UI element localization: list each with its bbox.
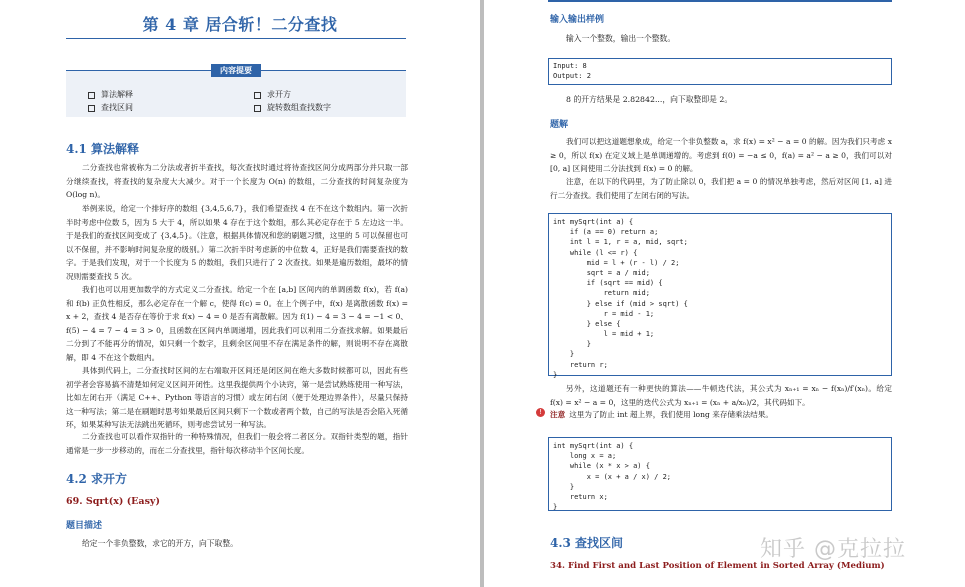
checkbox-square-icon bbox=[254, 92, 261, 99]
toc-item-label: 旋转数组查找数字 bbox=[267, 103, 331, 112]
toc-item[interactable] bbox=[254, 89, 291, 100]
io-example-box bbox=[548, 58, 892, 85]
paragraph: 具体到代码上，二分查找时区间的左右端取开区间还是闭区间在绝大多数时候都可以，因此有些初学者会容易搞不清楚如何定义区间开闭性。这里我提供两个小诀窍，第一是尝试熟练使用一种写法，比如左闭右开（满足 C++、Python 等语言的习惯）或左闭右闭（便于处理边界条件），尽量只保持这一种写法；第二是在刷题时思考如果最后区间只剩下一个数或者两个数，自己的写法是否会陷入死循环，如果某种写法无法跳出死循环，则考虑尝试另一种写法。 bbox=[66, 366, 408, 429]
code-line: mid = l + (r - l) / 2; bbox=[553, 258, 680, 267]
toc-item[interactable] bbox=[88, 89, 133, 100]
note-label: 注意 bbox=[550, 410, 566, 419]
toc-item-label: 算法解释 bbox=[101, 90, 133, 99]
code-line: sqrt = a / mid; bbox=[553, 268, 650, 277]
subsection-heading: 输入输出样例 bbox=[550, 15, 605, 25]
toc-item-label: 求开方 bbox=[267, 90, 291, 99]
chapter-title: 第 4 章 居合斩！二分查找 bbox=[142, 15, 338, 34]
problem-title[interactable]: 69. Sqrt(x) (Easy) bbox=[66, 496, 160, 507]
paragraph: 二分查找也可以看作双指针的一种特殊情况，但我们一般会将二者区分。双指针类型的题，指针通常是一步一步移动的，而在二分查找里，指针每次移动半个区间长度。 bbox=[66, 432, 408, 455]
section-heading-4-2: 4.2 求开方 bbox=[66, 472, 128, 486]
code-line: } else if (mid > sqrt) { bbox=[553, 299, 688, 308]
code-line: while (x * x > a) { bbox=[553, 462, 650, 471]
left-page bbox=[0, 0, 480, 587]
paragraph: 注意，在以下的代码里，为了防止除以 0，我们把 a = 0 的情况单独考虑，然后对区间 [1, a] 进行二分查找。我们使用了左闭右闭的写法。 bbox=[550, 177, 892, 200]
page-top-rule bbox=[548, 0, 892, 2]
code-line: } bbox=[553, 482, 575, 491]
code-line: } bbox=[553, 503, 558, 512]
code-line: Input: 8 bbox=[553, 62, 587, 70]
code-line: return x; bbox=[553, 492, 608, 501]
code-block[interactable] bbox=[548, 437, 892, 511]
code-line: return mid; bbox=[553, 289, 650, 298]
paragraph: 二分查找也常被称为二分法或者折半查找，每次查找时通过将待查找区间分成两部分并只取一部分继续查找，将查找的复杂度大大减少。对于一个长度为 O(n) 的数组，二分查找的时间复杂度为 O(log n)。 bbox=[66, 163, 408, 199]
code-line: int l = 1, r = a, mid, sqrt; bbox=[553, 238, 688, 247]
code-line: int mySqrt(int a) { bbox=[553, 218, 634, 226]
toc-item[interactable] bbox=[254, 102, 331, 113]
code-line: if (sqrt == mid) { bbox=[553, 279, 663, 288]
code-line: } else { bbox=[553, 319, 621, 328]
chapter-title-rule bbox=[66, 38, 406, 39]
code-block[interactable] bbox=[548, 213, 892, 379]
code-line: long x = a; bbox=[553, 452, 617, 461]
toc-item[interactable] bbox=[88, 102, 133, 113]
code-line: x = (x + a / x) / 2; bbox=[553, 472, 672, 481]
paragraph: 另外，这道题还有一种更快的算法——牛顿迭代法，其公式为 xₙ₊₁ = xₙ − f(xₙ)/f′(xₙ)。给定 f(x) = x² − a = 0，这里的迭代公式为 xₙ₊₁ = (xₙ + a/xₙ)/2，其代码如下。 bbox=[550, 384, 892, 407]
code-line: } bbox=[553, 350, 575, 359]
paragraph: 我们也可以用更加数学的方式定义二分查找。给定一个在 [a,b] 区间内的单调函数 f(x)，若 f(a) 和 f(b) 正负性相反，那么必定存在一个解 c，使得 f(c) = 0。在上个例子中，f(x) 是离散函数 f(x) = x + 2，查找 4 是否存在等价于求 f(x) − 4 = 0 是否有离散解。因为 f(1) − 4 = 3 − 4 = −1 < 0、f(5) − 4 = 7 − 4 = 3 > 0，且函数在区间内单调递增，因此我们可以利用二分查找求解。如果最后二分到了不能再分的情况，如只剩一个数字，且剩余区间里不存在满足条件的解，则说明不存在离散解，即 4 不在这个数组内。 bbox=[66, 285, 408, 362]
code-line: Output: 2 bbox=[553, 72, 591, 81]
io-note: 8 的开方结果是 2.82842...，向下取整即是 2。 bbox=[566, 95, 733, 104]
section-heading-4-3: 4.3 查找区间 bbox=[550, 536, 624, 550]
warning-icon: ! bbox=[536, 408, 545, 417]
code-line: if (a == 0) return a; bbox=[553, 228, 659, 237]
code-line: int mySqrt(int a) { bbox=[553, 442, 634, 450]
toc-badge: 内容提要 bbox=[211, 64, 261, 77]
code-line: return r; bbox=[553, 360, 608, 369]
note-text: 这里为了防止 int 超上界，我们使用 long 来存储乘法结果。 bbox=[569, 410, 774, 419]
code-line: while (l <= r) { bbox=[553, 248, 638, 257]
code-line: } bbox=[553, 370, 558, 379]
subsection-heading: 题解 bbox=[550, 120, 569, 130]
checkbox-square-icon bbox=[254, 105, 261, 112]
zhihu-watermark: 知乎 @克拉拉 bbox=[760, 537, 906, 562]
note bbox=[550, 409, 773, 420]
problem-title[interactable]: 34. Find First and Last Position of Element in Sorted Array (Medium) bbox=[550, 561, 885, 571]
toc-item-label: 查找区间 bbox=[101, 103, 133, 112]
io-description: 输入一个整数，输出一个整数。 bbox=[566, 34, 676, 43]
paragraph: 举例来说，给定一个排好序的数组 {3,4,5,6,7}，我们希望查找 4 在不在这个数组内。第一次折半时考虑中位数 5，因为 5 大于 4，所以如果 4 存在于这个数组，那么其必定存在于 5 左边这一半。于是我们的查找区间变成了 {3,4,5}。（注意，根据具体情况和您的刷题习惯，这里的 5 可以保留也可以不保留，并不影响时间复杂度的级别。）第二次折半时考虑新的中位数 4，正好是我们需要查找的数字。于是我们发现，对于一个长度为 5 的数组，我们只进行了 2 次查找。如果是遍历数组，最坏的情况则需要查找 5 次。 bbox=[66, 204, 408, 281]
checkbox-square-icon bbox=[88, 92, 95, 99]
right-page bbox=[484, 0, 965, 587]
code-line: l = mid + 1; bbox=[553, 330, 655, 339]
toc-summary-box bbox=[66, 65, 406, 117]
problem-description: 给定一个非负整数，求它的开方，向下取整。 bbox=[82, 539, 238, 548]
section-heading-4-1: 4.1 算法解释 bbox=[66, 142, 140, 156]
checkbox-square-icon bbox=[88, 105, 95, 112]
code-line: r = mid - 1; bbox=[553, 309, 655, 318]
paragraph: 我们可以把这道题想象成，给定一个非负整数 a，求 f(x) = x² − a = 0 的解。因为我们只考虑 x ≥ 0，所以 f(x) 在定义域上是单调递增的。考虑到 f(0) = −a ≤ 0，f(a) = a² − a ≥ 0，我们可以对 [0, a] 区间使用二分法找到 f(x) = 0 的解。 bbox=[550, 137, 892, 173]
code-line: } bbox=[553, 340, 591, 349]
subsection-heading: 题目描述 bbox=[66, 521, 103, 531]
